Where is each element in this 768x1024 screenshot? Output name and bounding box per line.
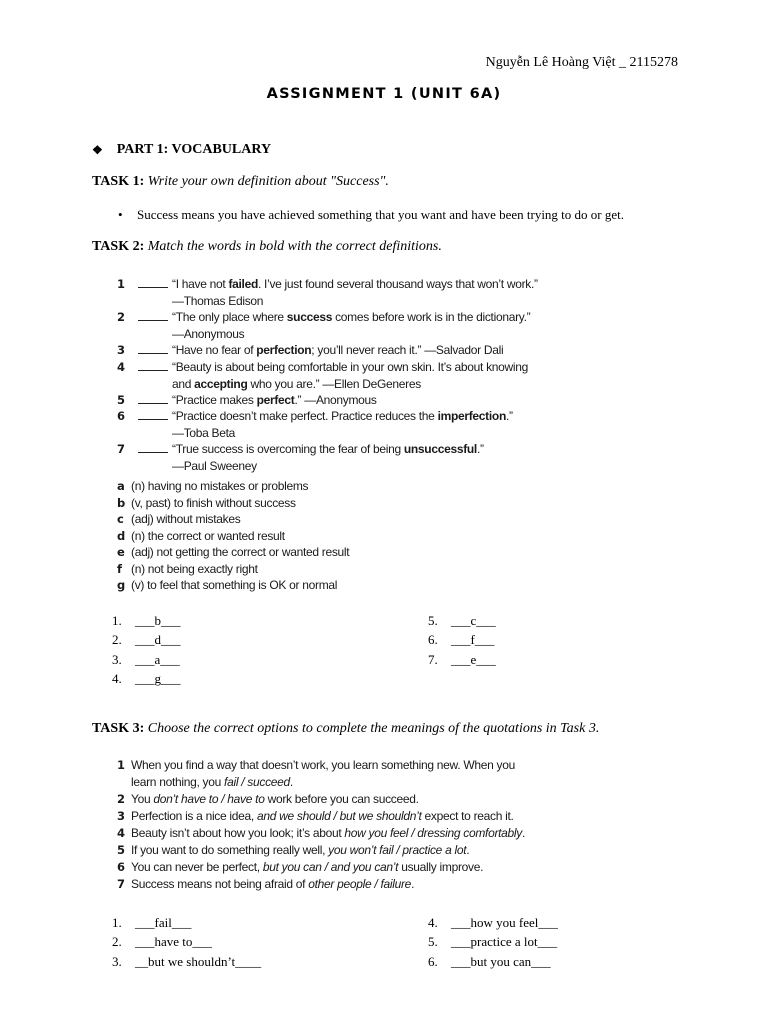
answer-number: 4. (428, 915, 438, 930)
answer-value: ___have to___ (135, 934, 212, 949)
option-item (117, 791, 419, 808)
page-title: ASSIGNMENT 1 (UNIT 6A) (266, 86, 502, 102)
definition-letter: a (117, 479, 125, 493)
bullet-dot-icon: • (118, 207, 123, 222)
option-text: You (131, 792, 154, 806)
definition-letter: f (117, 562, 122, 576)
quote-text: comes before work is in the dictionary.” (332, 310, 531, 324)
task3-answer (112, 954, 261, 970)
answer-blank (138, 344, 168, 354)
definition-text: (v) to feel that something is OK or normal (131, 578, 338, 592)
author-name: Nguyễn Lê Hoàng Việt _ 2115278 (485, 55, 678, 70)
definition-text: (adj) not getting the correct or wanted result (131, 545, 350, 559)
quote-keyword: success (286, 310, 333, 324)
option-choices: fail / succeed (224, 775, 290, 789)
option-choices: you won’t fail / practice a lot (328, 843, 467, 857)
definition-text: (v, past) to finish without success (131, 496, 296, 510)
task2-answer (428, 632, 494, 648)
answer-number: 7. (428, 652, 438, 667)
quote-text: who you are.” —Ellen DeGeneres (247, 376, 421, 391)
quote-text: “Practice makes (172, 393, 257, 407)
option-text: Success means not being afraid of (131, 877, 309, 891)
answer-number: 6. (428, 954, 438, 969)
part-heading-text: PART 1: VOCABULARY (116, 142, 272, 157)
option-number: 3 (117, 809, 125, 823)
quote-number: 3 (117, 343, 125, 357)
answer-value: ___how you feel___ (451, 915, 558, 930)
task1-answer (118, 207, 624, 223)
quote-text: ; you’ll never reach it.” —Salvador Dali (311, 343, 504, 357)
option-choices: but you can / and you can’t (262, 860, 399, 874)
quote-text: .” (505, 409, 513, 423)
task2-answer (428, 652, 496, 668)
answer-value: ___c___ (451, 613, 496, 628)
quote-number: 2 (117, 310, 125, 324)
option-item (117, 825, 525, 842)
option-item (117, 808, 514, 825)
option-text: learn nothing, you (131, 775, 225, 789)
quote-text: . I’ve just found several thousand ways that won’t work.” (257, 277, 538, 291)
option-text: usually improve. (398, 860, 484, 874)
option-number: 6 (117, 860, 125, 874)
option-choices: other people / failure (308, 877, 412, 891)
option-text: When you find a way that doesn’t work, you learn something new. When you (131, 758, 515, 772)
answer-value: ___g___ (135, 671, 181, 686)
option-number: 7 (117, 877, 125, 891)
task2-heading (92, 239, 442, 255)
diamond-bullet-icon: ❖ (92, 142, 103, 157)
quote-number: 6 (117, 409, 125, 423)
quote-text: “True success is overcoming the fear of being (172, 442, 404, 456)
option-text: Perfection is a nice idea, (131, 809, 257, 823)
definition-item (117, 479, 308, 493)
answer-value: ___practice a lot___ (451, 934, 558, 949)
option-number: 4 (117, 826, 125, 840)
answer-number: 1. (112, 613, 122, 628)
task2-answer (112, 632, 181, 648)
answer-blank (138, 394, 168, 404)
option-text: work before you can succeed. (264, 792, 419, 806)
definition-text: (n) not being exactly right (131, 562, 258, 576)
definition-letter: e (117, 545, 125, 559)
task1-label: TASK 1: (92, 174, 145, 189)
task1-heading (92, 174, 389, 190)
quote-number: 7 (117, 442, 125, 456)
task2-instruction: Match the words in bold with the correct definitions. (147, 239, 442, 254)
task3-instruction: Choose the correct options to complete the meanings of the quotations in Task 3. (147, 721, 600, 736)
option-item (117, 859, 483, 876)
quote-number: 4 (117, 360, 125, 374)
option-text: . (466, 843, 470, 857)
task3-answer (428, 934, 557, 950)
option-text: Beauty isn’t about how you look; it’s about (131, 826, 345, 840)
answer-number: 6. (428, 632, 438, 647)
quote-keyword: accepting (194, 376, 248, 391)
answer-value: ___e___ (451, 652, 496, 667)
option-number: 5 (117, 843, 125, 857)
definition-letter: g (117, 578, 125, 592)
option-choices: how you feel / dressing comfortably (344, 826, 522, 840)
task2-answer (112, 652, 180, 668)
definition-text: (n) having no mistakes or problems (131, 479, 309, 493)
quote-text: and (172, 376, 195, 391)
definition-item (117, 562, 258, 576)
task1-answer-text: Success means you have achieved something that you want and have been trying to do or get. (137, 207, 625, 222)
definition-item (117, 529, 285, 543)
answer-value: ___fail___ (135, 915, 192, 930)
answer-value: __but we shouldn’t____ (135, 954, 262, 969)
answer-blank (138, 410, 168, 420)
quote-item (117, 276, 538, 309)
quote-text: .” —Anonymous (294, 393, 377, 407)
option-text: . (521, 826, 526, 840)
answer-number: 1. (112, 915, 122, 930)
answer-value: ___but you can___ (451, 954, 551, 969)
quote-text: “Have no fear of (172, 343, 257, 357)
quote-keyword: imperfection (437, 409, 506, 423)
answer-value: ___b___ (135, 613, 181, 628)
task2-answer (112, 613, 181, 629)
task3-label: TASK 3: (92, 721, 145, 736)
quote-text: .” (476, 442, 484, 456)
definition-item (117, 512, 240, 526)
option-item (117, 757, 515, 791)
definition-letter: b (117, 496, 125, 510)
quote-item (117, 441, 484, 474)
task3-answer (112, 915, 191, 931)
definition-item (117, 545, 349, 559)
answer-number: 3. (112, 954, 122, 969)
task3-answer (428, 915, 558, 931)
option-item (117, 842, 469, 859)
quote-author: —Paul Sweeney (172, 458, 257, 473)
definition-item (117, 578, 337, 592)
option-number: 1 (117, 758, 125, 772)
option-choices: and we should / but we shouldn’t (256, 809, 422, 823)
option-text: expect to reach it. (421, 809, 514, 823)
option-text: . (411, 877, 415, 891)
option-item (117, 876, 414, 893)
quote-text: “The only place where (172, 310, 287, 324)
option-text: You can never be perfect, (131, 860, 263, 874)
answer-value: ___f___ (451, 632, 495, 647)
answer-number: 5. (428, 934, 438, 949)
answer-number: 2. (112, 632, 122, 647)
quote-number: 1 (117, 277, 125, 291)
task1-instruction: Write your own definition about "Success". (147, 174, 389, 189)
task2-label: TASK 2: (92, 239, 145, 254)
definition-item (117, 496, 296, 510)
quote-item (117, 392, 377, 409)
option-text: If you want to do something really well, (131, 843, 329, 857)
quote-item (117, 408, 513, 441)
quote-author: —Anonymous (172, 326, 245, 341)
part-heading (92, 142, 271, 158)
task3-heading (92, 721, 599, 737)
quote-item (117, 309, 530, 342)
quote-number: 5 (117, 393, 125, 407)
task2-answer (112, 671, 181, 687)
quote-keyword: unsuccessful (403, 442, 477, 456)
answer-blank (138, 278, 168, 288)
answer-number: 3. (112, 652, 122, 667)
option-text: . (289, 775, 293, 789)
quote-text: “I have not (172, 277, 229, 291)
quote-item (117, 359, 528, 392)
quote-text: “Practice doesn’t make perfect. Practice reduces the (172, 409, 438, 423)
quote-text: “Beauty is about being comfortable in your own skin. It’s about knowing (172, 360, 529, 374)
answer-blank (138, 443, 168, 453)
answer-value: ___d___ (135, 632, 181, 647)
option-choices: don’t have to / have to (153, 792, 265, 806)
quote-keyword: failed (228, 277, 258, 291)
definition-letter: c (117, 512, 124, 526)
option-number: 2 (117, 792, 125, 806)
quote-author: —Toba Beta (172, 425, 236, 440)
definition-text: (adj) without mistakes (131, 512, 241, 526)
quote-keyword: perfection (256, 343, 312, 357)
definition-text: (n) the correct or wanted result (131, 529, 285, 543)
quote-keyword: perfect (256, 393, 295, 407)
task3-answer (112, 934, 212, 950)
answer-blank (138, 361, 168, 371)
answer-number: 5. (428, 613, 438, 628)
answer-value: ___a___ (135, 652, 180, 667)
answer-blank (138, 311, 168, 321)
answer-number: 2. (112, 934, 122, 949)
quote-item (117, 342, 503, 359)
quote-author: —Thomas Edison (172, 293, 264, 308)
answer-number: 4. (112, 671, 122, 686)
task2-answer (428, 613, 496, 629)
task3-answer (428, 954, 551, 970)
definition-letter: d (117, 529, 125, 543)
